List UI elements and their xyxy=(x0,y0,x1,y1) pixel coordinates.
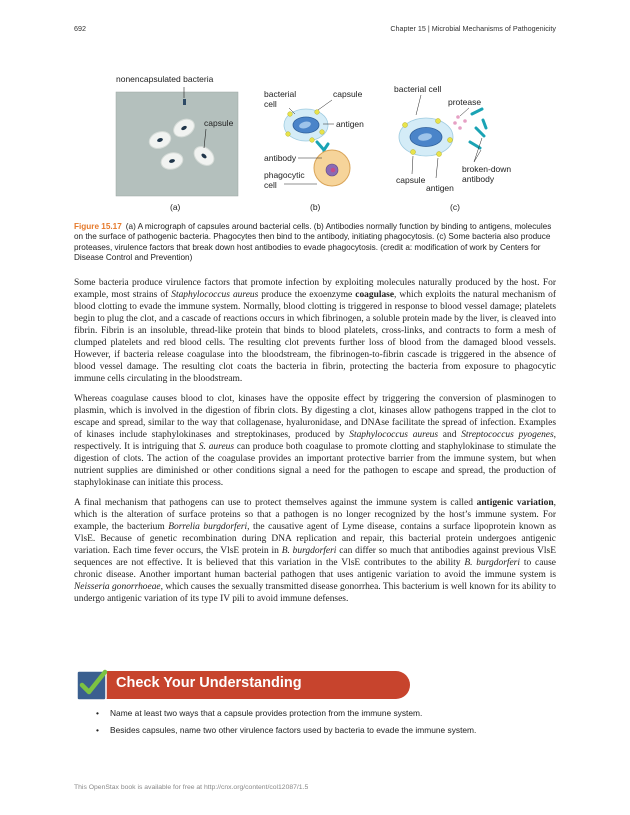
label-nonencapsulated-bacteria: nonencapsulated bacteria xyxy=(116,74,214,84)
label-phagocytic-cell-line1: phagocytic xyxy=(264,170,305,180)
label-bacterial-cell-c: bacterial cell xyxy=(394,84,442,94)
antigen-dot xyxy=(320,130,325,135)
figure-caption xyxy=(74,222,556,263)
label-bacterial-cell-b-line1: bacterial xyxy=(264,89,297,99)
banner-title: Check Your Understanding xyxy=(116,675,302,691)
diagram-panel-b xyxy=(264,89,364,212)
micrograph-panel-a xyxy=(116,74,238,212)
broken-antibody-fragments xyxy=(470,109,486,148)
chapter-title: Chapter 15 | Microbial Mechanisms of Pathogenicity xyxy=(390,24,556,33)
label-antigen-b: antigen xyxy=(336,119,364,129)
micrograph-background xyxy=(116,92,238,196)
paragraph-coagulase: Some bacteria produce virulence factors that promote infection by exploiting molecules naturally produced by the host. For example, most strains of Staphylococcus aureus produce the exoenzyme coagulase, which exploits the natural mechanism of blood clotting to evade the immune system. Normally, blood clotting is triggered in response to blood vessel damage; platelets begin to plug the clot, and a cascade of reactions occurs in which fibrinogen, a soluble protein made by the liver, is cleaved into fibrin. Fibrin is an insoluble, thread-like protein that binds to blood platelets, cross-links, and contracts to form a mesh of clumped platelets and red blood cells. The resulting clot prevents further loss of blood from the damaged blood vessels. However, if bacteria release coagulase into the bloodstream, the fibrinogen-to-fibrin cascade is triggered in the absence of blood vessel damage. The resulting clot coats the bacteria in fibrin, protecting the bacteria from exposure to phagocytic immune cells circulating in the bloodstream. xyxy=(74,278,556,384)
diagram-panel-c xyxy=(394,84,511,212)
label-capsule-c: capsule xyxy=(396,175,426,185)
figure-number: Figure 15.17 xyxy=(74,222,122,231)
label-protease: protease xyxy=(448,97,482,107)
antigen-dot xyxy=(310,138,315,143)
question-item: • Name at least two ways that a capsule provides protection from the immune system. xyxy=(96,707,556,719)
antigen-dot xyxy=(403,123,408,128)
question-list xyxy=(96,707,556,741)
term-antigenic-variation: antigenic variation xyxy=(476,498,554,508)
panel-label-c: (c) xyxy=(450,202,460,212)
label-capsule-b: capsule xyxy=(333,89,363,99)
label-antibody-b: antibody xyxy=(264,153,297,163)
antigen-dot xyxy=(288,112,293,117)
figure-15-17 xyxy=(74,70,556,215)
panel-label-b: (b) xyxy=(310,202,321,212)
antigen-dot xyxy=(436,119,441,124)
check-your-understanding-banner xyxy=(76,668,410,701)
page-number: 692 xyxy=(74,24,86,33)
term-coagulase: coagulase xyxy=(355,290,395,300)
label-broken-down-line1: broken-down xyxy=(462,164,512,174)
label-antigen-c: antigen xyxy=(426,183,454,193)
antigen-dot xyxy=(437,152,442,157)
antigen-dot xyxy=(315,110,320,115)
paragraph-antigenic-variation: A final mechanism that pathogens can use to protect themselves against the immune system is called antigenic variation, which is the alteration of surface proteins so that a pathogen is no longer recognized by the host’s immune system. For example, the bacterium Borrelia burgdorferi, the causative agent of Lyme disease, contains a surface lipoprotein known as VlsE. Because of genetic recombination during DNA replication and repair, this bacterial protein undergoes antigenic variation. Each time fever occurs, the VlsE protein in B. burgdorferi can differ so much that antibodies against previous VlsE sequences are not effective. It is believed that this variation in the VlsE contributes to the ability B. burgdorferi to cause chronic disease. Another important human bacterial pathogen that uses antigenic variation to avoid the immune system is Neisseria gonorrhoeae, which causes the sexually transmitted disease gonorrhea. This bacterium is well known for its ability to undergo antigenic variation of its type IV pili to avoid immune defenses. xyxy=(74,498,557,604)
label-capsule-a: capsule xyxy=(204,118,234,128)
label-phagocytic-cell-line2: cell xyxy=(264,180,277,190)
question-item: • Besides capsules, name two other virulence factors used by bacteria to evade the immune system. xyxy=(96,724,556,736)
panel-label-a: (a) xyxy=(170,202,181,212)
paragraph-kinases: Whereas coagulase causes blood to clot, kinases have the opposite effect by triggering the conversion of plasminogen to plasmin, which is involved in the digestion of fibrin clots. By digesting a clot, kinases allow pathogens trapped in the clot to escape and spread, similar to the way that collagenase, hyaluronidase, and DNAse facilitate the spread of infection. Examples of kinases include staphylokinases and streptokinases, produced by Staphylococcus aureus and Streptococcus pyogenes, respectively. It is intriguing that S. aureus can produce both coagulase to promote clotting and staphylokinase to stimulate the digestion of clots. The action of the coagulase provides an important protective barrier from the immune system, but when nutrient supplies are diminished or other conditions signal a need for the pathogen to escape and spread, the production of staphylokinase can initiate this process. xyxy=(74,394,557,488)
label-bacterial-cell-b-line2: cell xyxy=(264,99,277,109)
antigen-dot xyxy=(286,132,291,137)
footer-note: This OpenStax book is available for free at http://cnx.org/content/col12087/1.5 xyxy=(74,784,309,791)
label-broken-down-line2: antibody xyxy=(462,174,495,184)
caption-text: (a) A micrograph of capsules around bacterial cells. (b) Antibodies normally function by binding to antigens, molecules on the surface of pathogenic bacteria. Phagocytes then bind to the antibody, initiating phagocytosis. (c) Some bacteria also produce proteases, virulence factors that break down host antibodies to evade phagocytosis. (credit a: modification of work by Centers for Disease Control and Prevention) xyxy=(74,222,552,262)
antigen-dot xyxy=(411,150,416,155)
checkbox-check-icon xyxy=(76,668,109,701)
nonencapsulated-bacterium xyxy=(183,99,186,105)
body-text xyxy=(74,277,556,613)
antigen-dot xyxy=(448,138,453,143)
protease-molecules xyxy=(453,115,467,130)
